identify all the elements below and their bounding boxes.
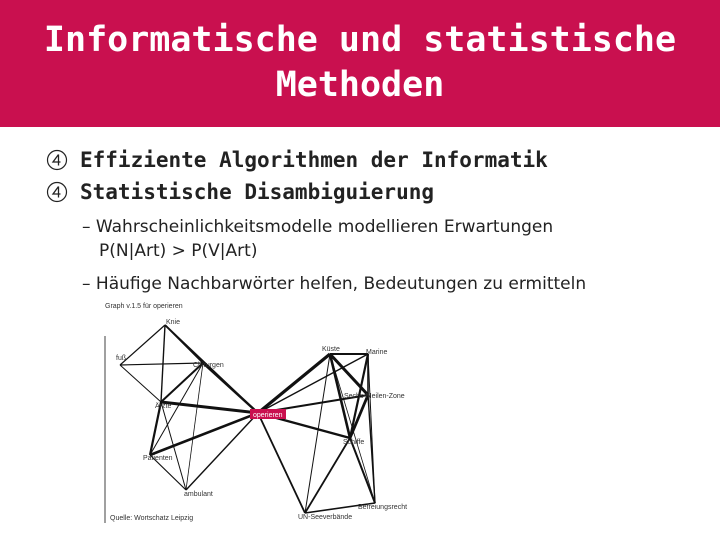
subbullet-2-line-1: Häufige Nachbarwörter helfen, Bedeutungen zu ermitteln bbox=[95, 274, 587, 294]
node-befreiungsrecht: Befreiungsrecht bbox=[358, 504, 408, 511]
subbullet-2 bbox=[82, 272, 586, 296]
slide-title-line-2: Methoden bbox=[275, 65, 445, 105]
node-un-seeverbaende: UN-Seeverbände bbox=[298, 514, 353, 521]
subbullet-1-dash: – bbox=[82, 217, 91, 237]
bullet-1 bbox=[46, 148, 548, 172]
circled-four-icon bbox=[46, 181, 68, 203]
node-operieren: operieren bbox=[253, 412, 283, 419]
bullet-1-text: Effiziente Algorithmen der Informatik bbox=[80, 148, 548, 172]
node-aerzte: Ärzte bbox=[155, 403, 172, 410]
bullet-2-text: Statistische Disambiguierung bbox=[80, 180, 435, 204]
node-sechs-meilen-zone: Sechs-Meilen-Zone bbox=[344, 393, 405, 400]
slide-title-line-1: Informatische und statistische bbox=[43, 20, 677, 60]
node-ambulant: ambulant bbox=[184, 491, 213, 498]
node-fuss: fuß bbox=[116, 355, 127, 362]
node-chirurgen: Chirurgen bbox=[193, 362, 224, 369]
node-patienten: Patienten bbox=[143, 455, 173, 462]
node-schiffe: Schiffe bbox=[343, 439, 365, 446]
subbullet-1 bbox=[82, 215, 553, 263]
graph-caption: Graph v.1.5 für operieren bbox=[105, 303, 183, 310]
subbullet-1-line-2: P(N|Art) > P(V|Art) bbox=[99, 241, 258, 261]
cooccurrence-graph bbox=[100, 298, 440, 533]
node-marine: Marine bbox=[366, 349, 388, 356]
slide-title bbox=[0, 18, 720, 108]
graph-source: Quelle: Wortschatz Leipzig bbox=[110, 515, 194, 522]
node-knie: Knie bbox=[166, 319, 181, 326]
subbullet-2-dash: – bbox=[82, 274, 91, 294]
circled-four-icon bbox=[46, 149, 68, 171]
node-kueste: Küste bbox=[322, 346, 340, 353]
subbullet-1-line-1: Wahrscheinlichkeitsmodelle modellieren Erwartungen bbox=[95, 217, 554, 237]
bullet-2 bbox=[46, 180, 434, 204]
